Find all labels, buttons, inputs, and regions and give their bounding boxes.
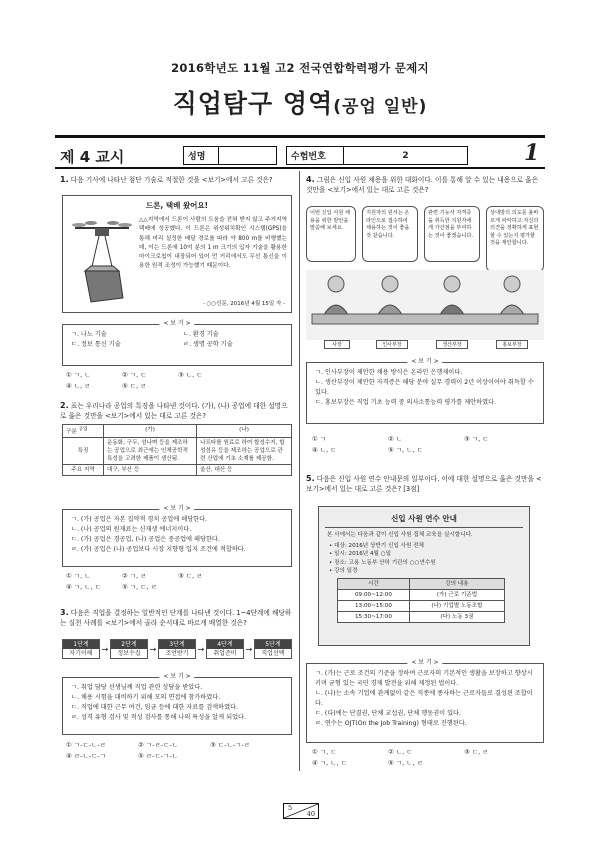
q3-bogi-label: < 보 기 > xyxy=(159,672,194,682)
q1-bogi-label: < 보 기 > xyxy=(159,319,194,329)
question-3-stem: 다음은 직업을 결정하는 일반적인 단계를 나타낸 것이다. 1~4단계에 해당하는 실천 사례를 <보기>에서 골라 순서대로 바르게 배열한 것은? xyxy=(60,609,292,627)
q2-option-5[interactable]: ⑤ ㄱ, ㄷ, ㄹ xyxy=(122,583,157,591)
q5-option-4[interactable]: ④ ㄱ, ㄴ, ㄷ xyxy=(312,759,347,767)
speech-bubble-production: 관련 기능사 자격증을 취득한 지원자에게 가산점을 부여하는 것이 좋겠습니다. xyxy=(424,206,480,262)
question-5-number: 5. xyxy=(306,474,315,483)
q3-step-name: 취업준비 xyxy=(213,650,237,657)
person-label: 생산부장 xyxy=(436,340,468,349)
q4-bogi-item: ㄱ. 인사부장이 제안한 채용 방식은 온라인 은행제이다. xyxy=(315,369,463,376)
q4-illustration xyxy=(306,200,544,352)
q2-cell: 운동화, 구두, 섬나며 등을 제조하는 공업으로 최근에는 인체공학적 특성을 고려한 제품이 생산됨. xyxy=(104,437,197,464)
q2-options xyxy=(66,571,294,593)
q3-bogi-item: ㄱ. 취업 담당 선생님께 직업 관련 상담을 받았다. xyxy=(71,684,203,691)
q5-option-2[interactable]: ② ㄴ, ㄷ xyxy=(388,748,413,756)
q1-article-title: 드론, 택배 왔어요! xyxy=(145,201,209,210)
question-4 xyxy=(306,175,544,195)
header-rule xyxy=(55,135,545,138)
q5-notice-item: • 대상: 2016년 상반기 신입 사원 전체 xyxy=(329,542,424,549)
q5-schedule-topic: (나) 기업별 노동조합 xyxy=(409,600,504,611)
q5-schedule-topic: (다) 노동 3권 xyxy=(409,611,504,622)
question-2-stem: 표는 우리나라 공업의 특징을 나타낸 것이다. (가), (나) 공업에 대한 설명으로 옳은 것만을 <보기>에서 있는 대로 고른 것은? xyxy=(60,402,288,420)
q3-step-4 xyxy=(206,639,244,659)
q5-bogi-item: ㄷ. (다)에는 단결권, 단체 교섭권, 단체 행동권이 있다. xyxy=(315,710,462,717)
column-divider xyxy=(299,171,300,771)
q3-option-3[interactable]: ③ ㄷ-ㄴ-ㄱ-ㄹ xyxy=(210,741,251,749)
q3-bogi-item: ㄹ. 성격 유형 검사 및 적성 검사를 통해 나의 특성을 알게 되었다. xyxy=(71,714,246,721)
q5-bogi-item: ㄱ. (가)는 근로 조건의 기준을 정하여 근로자의 기본적인 생활을 보장하고 향상시키며 균형 있는 국민 경제 발전을 위해 제정된 법이다. xyxy=(315,670,533,687)
question-3 xyxy=(60,608,292,628)
question-1-stem: 다음 기사에 나타난 첨단 기술로 적절한 것을 <보기>에서 고른 것은? xyxy=(70,176,273,184)
q1-bogi-item: ㄹ. 생명 공학 기술 xyxy=(183,341,233,348)
question-4-number: 4. xyxy=(306,175,315,184)
q1-bogi-item: ㄱ. 나노 기술 xyxy=(71,331,107,338)
q5-bogi-label: < 보 기 > xyxy=(407,658,442,668)
name-box xyxy=(183,146,277,165)
q4-options xyxy=(312,434,544,456)
q5-notice-item: • 장소: 고용 노동부 산하 기관의 ○○연수원 xyxy=(329,559,436,566)
q2-cell: 나프타를 원료로 하여 합성수지, 합성섬유 등을 제조하는 공업으로 관련 산업에 기초 소재를 제공함. xyxy=(197,437,292,464)
q5-bogi-item: ㄴ. (나)는 소속 기업에 관계없이 같은 직종에 종사하는 근로자들로 결성된 조합이다. xyxy=(315,690,533,707)
q5-notice-item: • 강의 일정 xyxy=(329,568,358,574)
drone-illustration xyxy=(71,216,133,308)
exam-subtitle: 2016학년도 11월 고2 전국연합학력평가 문제지 xyxy=(171,61,429,75)
q3-option-1[interactable]: ① ㄱ-ㄷ-ㄴ-ㄹ xyxy=(66,741,107,749)
q2-bogi xyxy=(62,505,292,567)
person-label: 사장 xyxy=(324,340,350,349)
page-mark: 1 xyxy=(524,140,540,166)
q1-option-5[interactable]: ⑤ ㄷ, ㄹ xyxy=(122,382,147,390)
q2-option-2[interactable]: ② ㄱ, ㄹ xyxy=(122,572,147,580)
q5-schedule-head: 강의 내용 xyxy=(409,578,504,589)
q3-step-name: 자기이해 xyxy=(69,650,93,657)
exam-title xyxy=(0,84,600,120)
q2-head-b: (나) xyxy=(197,425,292,438)
q5-schedule-time: 15:30~17:00 xyxy=(338,611,410,622)
q3-step-name: 정보수집 xyxy=(117,650,141,657)
page-total: 40 xyxy=(306,810,315,818)
q3-step-1 xyxy=(62,639,100,659)
q3-step-2 xyxy=(110,639,148,659)
q1-options xyxy=(66,370,294,392)
q1-bogi xyxy=(62,320,292,366)
exam-number-value: 2 xyxy=(402,150,409,161)
header-rule-bottom xyxy=(55,167,545,169)
q1-article-source: - ○○신문, 2016년 4월 15일 자 - xyxy=(202,301,285,307)
q4-option-1[interactable]: ① ㄱ xyxy=(312,435,327,443)
q5-schedule-topic: (가) 근로 기준법 xyxy=(409,589,504,600)
q2-cell: 울산, 대산 등 xyxy=(197,464,292,475)
speech-bubble-president: 이번 신입 사원 채용을 위한 방안을 말씀해 보세요. xyxy=(306,206,356,262)
q2-row-label: 특징 xyxy=(63,437,104,464)
q1-bogi-item: ㄴ. 환경 기술 xyxy=(183,331,219,338)
question-1-number: 1. xyxy=(60,175,69,184)
q3-step-level: 1단계 xyxy=(63,640,99,649)
q5-notice xyxy=(318,506,530,646)
q3-bogi-item: ㄴ. 채용 시험을 대비하기 위해 모의 면접에 참가하였다. xyxy=(71,694,221,701)
q4-option-4[interactable]: ④ ㄴ, ㄷ xyxy=(312,446,337,454)
exam-title-main: 직업탐구 영역 xyxy=(172,89,334,118)
q4-bogi-item: ㄴ. 생산부장이 제안한 자격증은 해당 분야 실무 경력이 2년 이상이어야 취득할 수 있다. xyxy=(315,379,534,396)
question-5 xyxy=(306,474,544,494)
q3-step-3 xyxy=(158,639,196,659)
q5-option-1[interactable]: ① ㄱ, ㄷ xyxy=(312,748,337,756)
person-label: 홍보부장 xyxy=(496,340,528,349)
q3-option-5[interactable]: ⑤ ㄹ-ㄷ-ㄱ-ㄴ xyxy=(138,752,179,760)
q2-option-3[interactable]: ③ ㄷ, ㄹ xyxy=(178,572,203,580)
page-counter xyxy=(283,803,319,819)
q1-bogi-item: ㄷ. 정보 통신 기술 xyxy=(71,341,121,348)
q1-article-body: △△지역에서 드론이 사람의 도움을 전혀 받지 않고 주거지역 택배에 성공했다. 이 드론은 위성위치확인 시스템(GPS)을 통해 미리 설정한 배달 경로를 따라 약 800 m를 비행했는데, 이는 드론에 10억 분의 1 m 크기의 입자 기술을 활용한 마이크로칩이 내장되어 있어 먼 거리에서도 무선 통신을 이용한 원격 조정이 가능했기 때문이다. xyxy=(139,217,287,270)
period-label: 제 4 교시 xyxy=(60,148,125,166)
q3-option-4[interactable]: ④ ㄹ-ㄴ-ㄷ-ㄱ xyxy=(66,752,107,760)
q1-option-3[interactable]: ③ ㄴ, ㄷ xyxy=(178,371,203,379)
q5-notice-intro: 본 사에서는 다음과 같이 신입 사원 집체 교육을 실시합니다. xyxy=(327,532,473,538)
q3-step-name: 조언받기 xyxy=(165,650,189,657)
q2-bogi-item: ㄹ. (가) 공업은 (나) 공업보다 시장 지향형 입지 조건에 적합하다. xyxy=(71,546,246,553)
q4-bogi-label: < 보 기 > xyxy=(407,357,442,367)
q3-step-level: 3단계 xyxy=(159,640,195,649)
q4-option-3[interactable]: ③ ㄱ, ㄷ xyxy=(464,435,489,443)
speech-bubble-hr: 지원자의 원서는 온라인으로 접수하여 채용하는 것이 좋을 것 같습니다. xyxy=(362,206,418,262)
question-2 xyxy=(60,401,292,421)
q1-article xyxy=(62,195,292,313)
q2-option-1[interactable]: ① ㄱ, ㄴ xyxy=(66,572,91,580)
question-2-number: 2. xyxy=(60,401,69,410)
q2-head-a: (가) xyxy=(104,425,197,438)
q4-option-5[interactable]: ⑤ ㄱ, ㄴ, ㄷ xyxy=(388,446,423,454)
q5-options xyxy=(312,747,544,769)
q5-option-5[interactable]: ⑤ ㄱ, ㄴ, ㄹ xyxy=(388,759,423,767)
name-label: 성명 xyxy=(184,147,219,164)
q5-schedule-time: 09:00~12:00 xyxy=(338,589,410,600)
q2-cell: 대구, 부산 등 xyxy=(104,464,197,475)
q4-option-2[interactable]: ② ㄴ xyxy=(388,435,403,443)
q2-bogi-item: ㄴ. (나) 공업의 원재료는 신재생 에너지이다. xyxy=(71,526,192,533)
q5-option-3[interactable]: ③ ㄷ, ㄹ xyxy=(464,748,489,756)
q2-bogi-item: ㄷ. (가) 공업은 경공업, (나) 공업은 중공업에 해당한다. xyxy=(71,536,220,543)
q5-notice-title: 신입 사원 연수 안내 xyxy=(391,514,457,523)
q2-table-corner xyxy=(63,425,104,438)
q3-step-level: 4단계 xyxy=(207,640,243,649)
q1-option-4[interactable]: ④ ㄴ, ㄹ xyxy=(66,382,91,390)
q2-row-label: 주요 지역 xyxy=(63,464,104,475)
person-label: 인사부장 xyxy=(376,340,408,349)
q3-bogi-item: ㄷ. 직업에 대한 근무 여건, 임금 등에 대한 자료를 검색하였다. xyxy=(71,704,239,711)
q5-schedule-table xyxy=(337,578,505,623)
q5-schedule-head: 시간 xyxy=(338,578,410,589)
q5-schedule-time: 13:00~15:00 xyxy=(338,600,410,611)
exam-title-sub: (공업 일반) xyxy=(333,97,428,117)
question-4-stem: 그림은 신입 사원 채용을 위한 대화이다. 이를 통해 알 수 있는 내용으로 옳은 것만을 <보기>에서 있는 대로 고른 것은? xyxy=(306,176,539,194)
meeting-scene xyxy=(306,270,544,340)
q3-steps: 1단계 자기이해 → 2단계 정보수집 → 3단계 조언받기 → 4단계 취업준비 → 5단계 직업선택 xyxy=(62,637,292,661)
q5-notice-item: • 일시: 2016년 4월 ○일 xyxy=(329,551,391,557)
q2-table xyxy=(62,424,292,476)
q1-option-2[interactable]: ② ㄱ, ㄷ xyxy=(122,371,147,379)
q3-option-2[interactable]: ② ㄱ-ㄹ-ㄷ-ㄴ xyxy=(138,741,179,749)
q3-step-level: 5단계 xyxy=(255,640,291,649)
exam-number-box xyxy=(286,146,468,165)
q3-step-name: 직업선택 xyxy=(261,650,285,657)
page-current: 5 xyxy=(288,804,293,812)
question-3-number: 3. xyxy=(60,608,69,617)
q5-bogi xyxy=(306,659,544,743)
exam-number-label: 수험번호 xyxy=(287,147,344,164)
q4-bogi-item: ㄷ. 홍보부장은 직업 기초 능력 중 의사소통능력 평가를 제안하였다. xyxy=(315,399,497,406)
q3-step-5 xyxy=(254,639,292,659)
q5-bogi-item: ㄹ. 연수는 OJT(On the Job Training) 형태로 진행된다. xyxy=(315,720,467,727)
q4-bogi xyxy=(306,358,544,424)
speech-bubble-pr: 상대방의 의도를 올바르게 파악하고 자신의 의견을 정확하게 표현할 수 있는지 평가할 것을 제안합니다. xyxy=(486,206,544,272)
q3-step-level: 2단계 xyxy=(111,640,147,649)
q2-option-4[interactable]: ④ ㄱ, ㄴ, ㄷ xyxy=(66,583,101,591)
q3-bogi xyxy=(62,673,292,735)
q2-head-gongup: 공업 xyxy=(78,427,88,432)
q2-bogi-label: < 보 기 > xyxy=(159,504,194,514)
q2-bogi-item: ㄱ. (가) 공업은 자본 집약적 경치 공업에 해당한다. xyxy=(71,516,208,523)
question-5-stem: 다음은 신입 사원 연수 안내문의 일부이다. 이에 대한 설명으로 옳은 것만을 <보기>에서 있는 대로 고른 것은? [3점] xyxy=(306,475,542,493)
question-1 xyxy=(60,175,292,185)
q2-head-gubun: 구분 xyxy=(66,428,77,435)
q3-options xyxy=(66,740,294,762)
q1-option-1[interactable]: ① ㄱ, ㄴ xyxy=(66,371,91,379)
